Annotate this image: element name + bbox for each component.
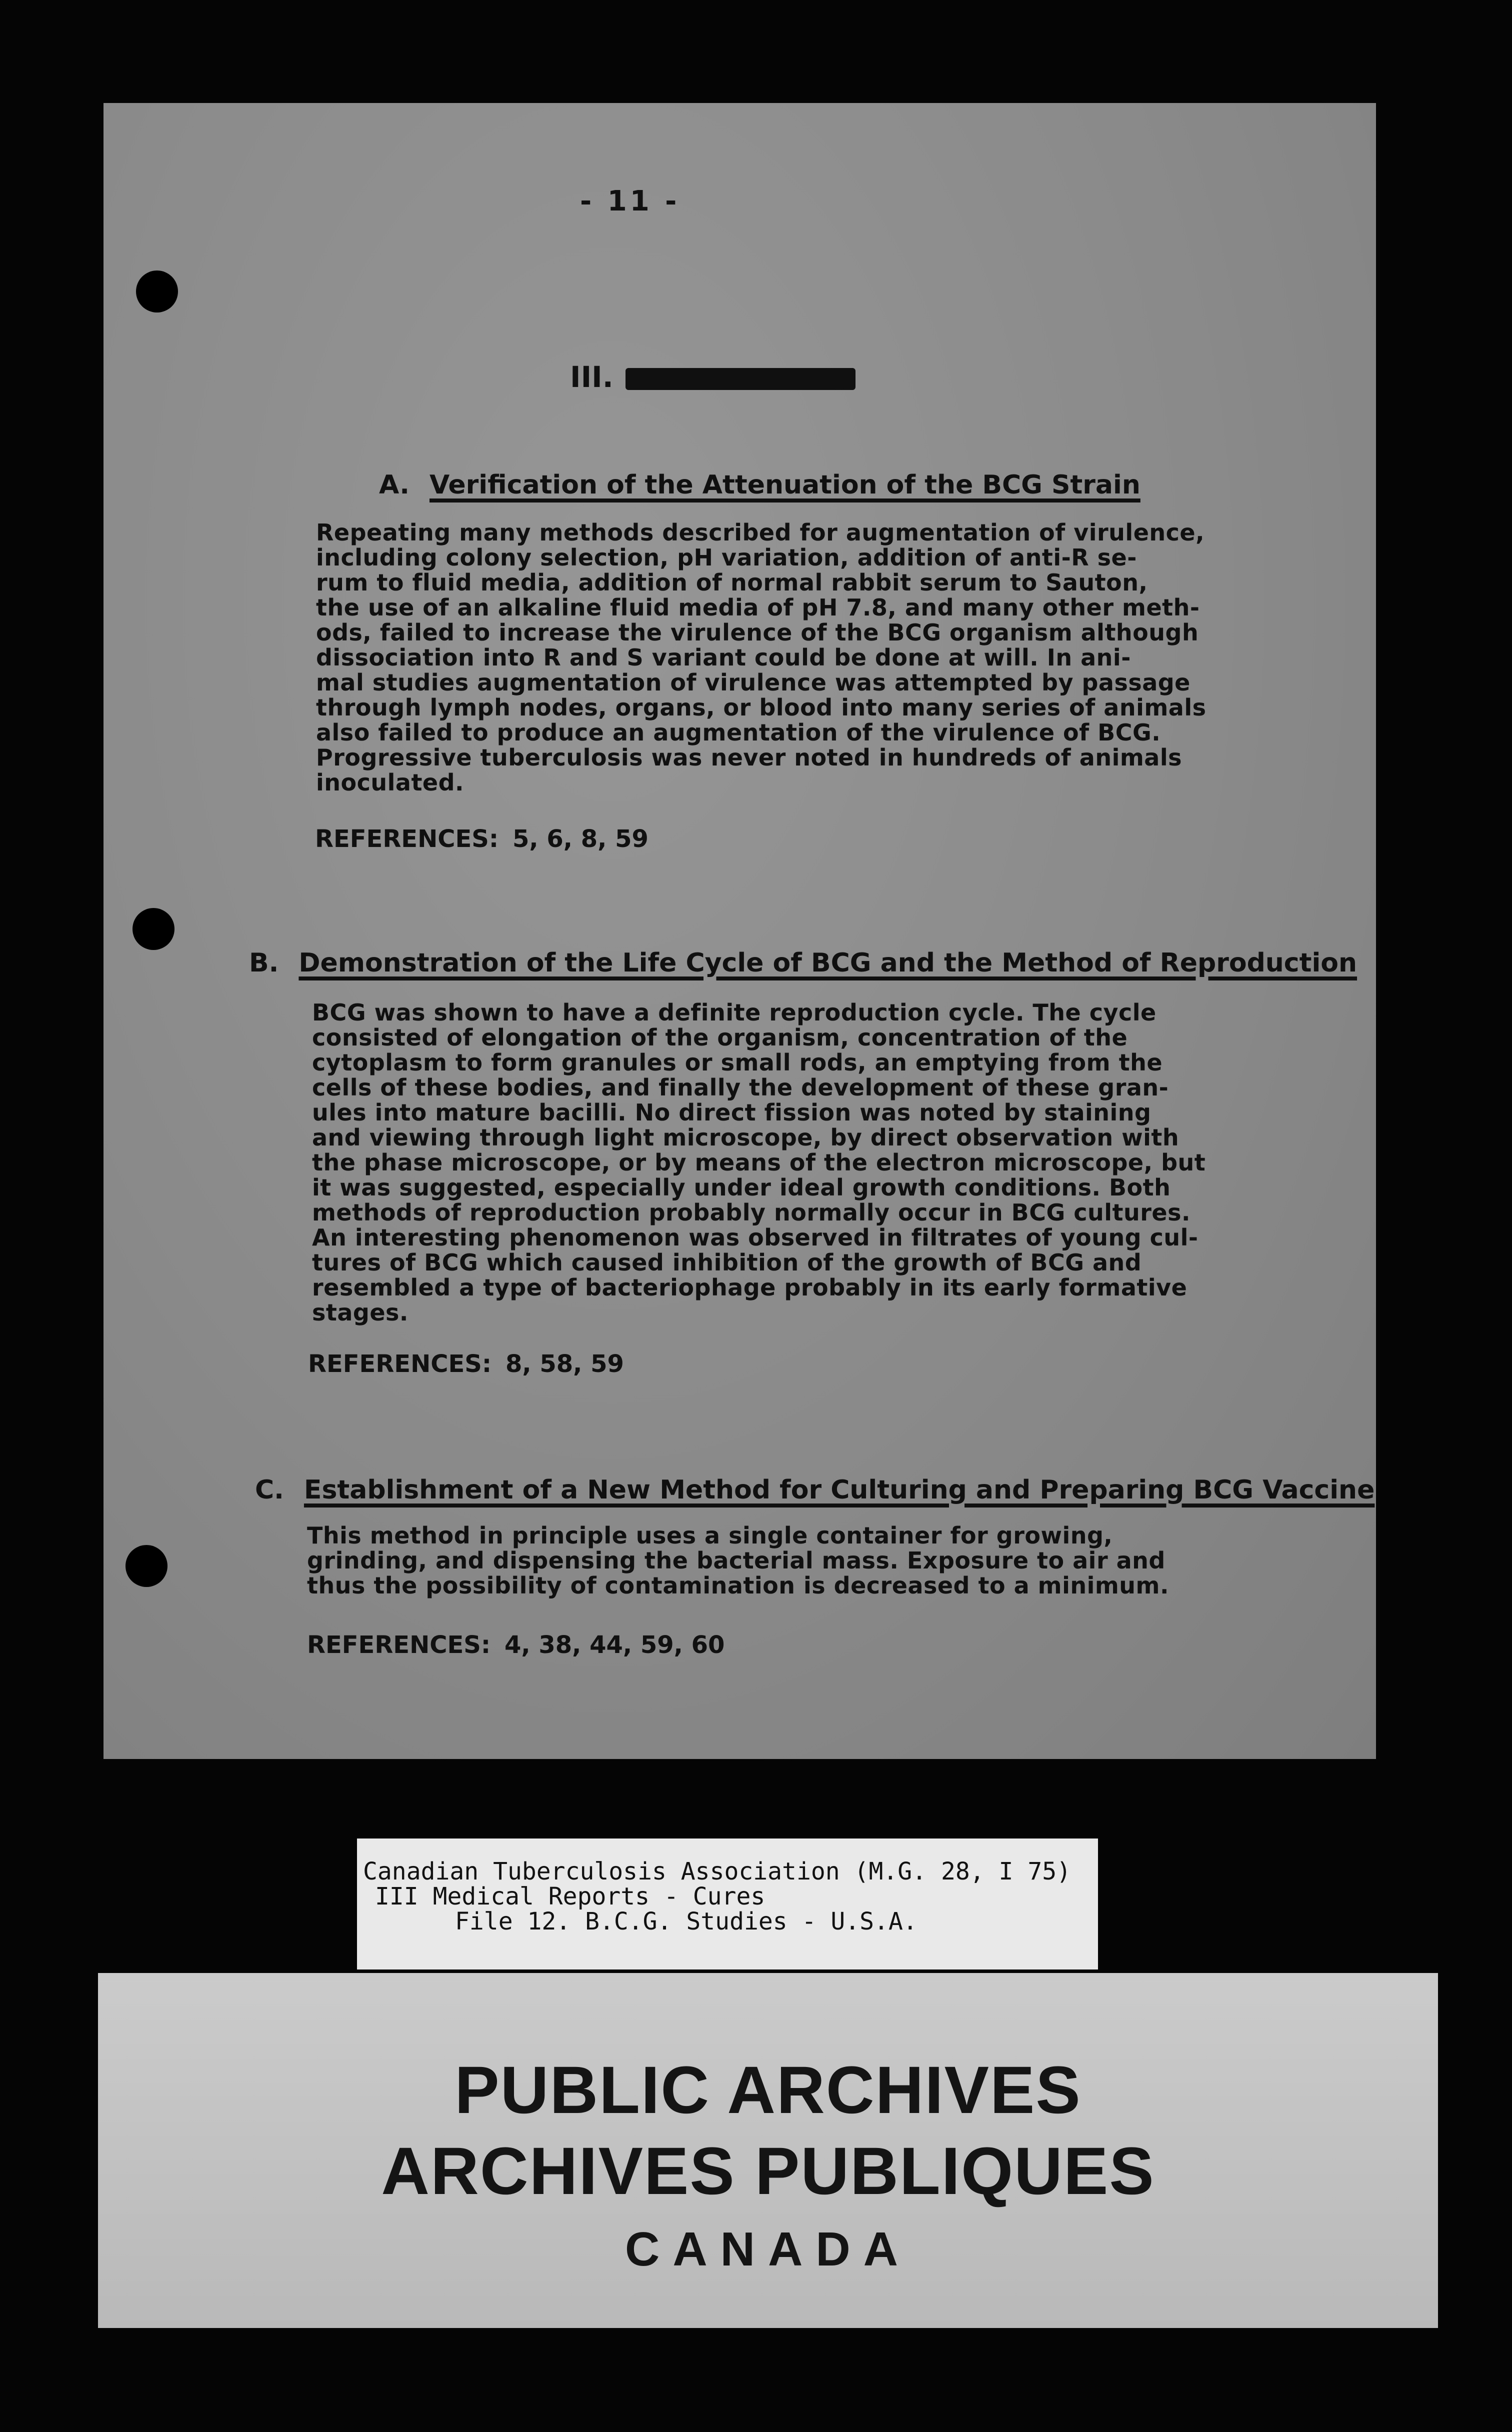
slip-line-collection: Canadian Tuberculosis Association (M.G. 28, I 75) — [363, 1858, 1072, 1886]
section-c-body: This method in principle uses a single container for growing, grinding, and dispensing the bacterial mass. Exposure to air and thus the possibility of contamination is decreased to a minimum. — [307, 1522, 1169, 1599]
punch-hole-top — [136, 270, 178, 312]
section-b-references — [308, 1350, 624, 1378]
section-a-letter: A. — [379, 470, 410, 500]
section-a-refs-values: 5, 6, 8, 59 — [512, 825, 648, 853]
public-archives-label — [98, 1973, 1438, 2328]
section-c-references — [307, 1631, 724, 1659]
section-a-body: Repeating many methods described for augmentation of virulence, including colony selection, pH variation, addition of anti-R se- rum to fluid media, addition of normal rabbit serum to Sauton, the use of an alkaline fluid media of pH 7.8, and many other meth- ods, failed to increase the virulence of the BCG organism although dissociation into R and S variant could be done at will. In ani- mal studies augmentation of virulence was attempted by passage through lymph nodes, organs, or blood into many series of animals also failed to produce an augmentation of the virulence of BCG. Progressive tuberculosis was never noted in hundreds of animals inoculated. — [316, 519, 1206, 796]
section-heading — [570, 360, 856, 394]
heading-obscured-blot — [626, 368, 856, 390]
section-b-refs-values: 8, 58, 59 — [506, 1350, 624, 1378]
section-c-letter: C. — [255, 1475, 284, 1505]
heading-roman: III. — [570, 360, 614, 394]
document-page — [104, 103, 1376, 1759]
section-c-refs-values: 4, 38, 44, 59, 60 — [504, 1631, 725, 1659]
archive-label-country: CANADA — [625, 2222, 911, 2276]
section-b-heading — [249, 948, 1357, 978]
section-a-refs-label: REFERENCES: — [315, 825, 499, 853]
section-c-heading — [255, 1475, 1374, 1505]
section-b-body: BCG was shown to have a definite reproduction cycle. The cycle consisted of elongation of the organism, concentration of the cytoplasm to form granules or small rods, an emptying from the cells of these bodies, and finally the development of these gran- ules into mature bacilli. No direct fission was noted by staining and viewing through light microscope, by direct observation with the phase microscope, or by means of the electron microscope, but it was suggested, especially under ideal growth conditions. Both methods of reproduction probably normally occur in BCG cultures. An interesting phenomenon was observed in filtrates of young cul- tures of BCG which caused inhibition of the growth of BCG and resembled a type of bacteriophage probably in its early formative stages. — [312, 999, 1206, 1326]
slip-line-file: File 12. B.C.G. Studies - U.S.A. — [455, 1908, 918, 1936]
archive-label-english: PUBLIC ARCHIVES — [454, 2053, 1082, 2128]
section-c-title: Establishment of a New Method for Culturing and Preparing BCG Vaccine — [304, 1475, 1375, 1505]
page-number: - 11 - — [580, 185, 680, 218]
section-b-letter: B. — [249, 948, 279, 978]
slip-line-series: III Medical Reports - Cures — [375, 1882, 766, 1910]
section-b-refs-label: REFERENCES: — [308, 1350, 492, 1378]
punch-hole-bottom — [126, 1545, 168, 1587]
section-a-references — [315, 825, 648, 853]
section-c-refs-label: REFERENCES: — [307, 1631, 491, 1659]
section-b-title: Demonstration of the Life Cycle of BCG and the Method of Reproduction — [298, 948, 1358, 978]
archive-reference-slip — [357, 1838, 1098, 1970]
archive-label-french: ARCHIVES PUBLIQUES — [381, 2134, 1155, 2208]
punch-hole-middle — [132, 908, 174, 950]
section-a-title: Verification of the Attenuation of the BCG Strain — [429, 470, 1140, 500]
section-a-heading — [379, 470, 1140, 500]
